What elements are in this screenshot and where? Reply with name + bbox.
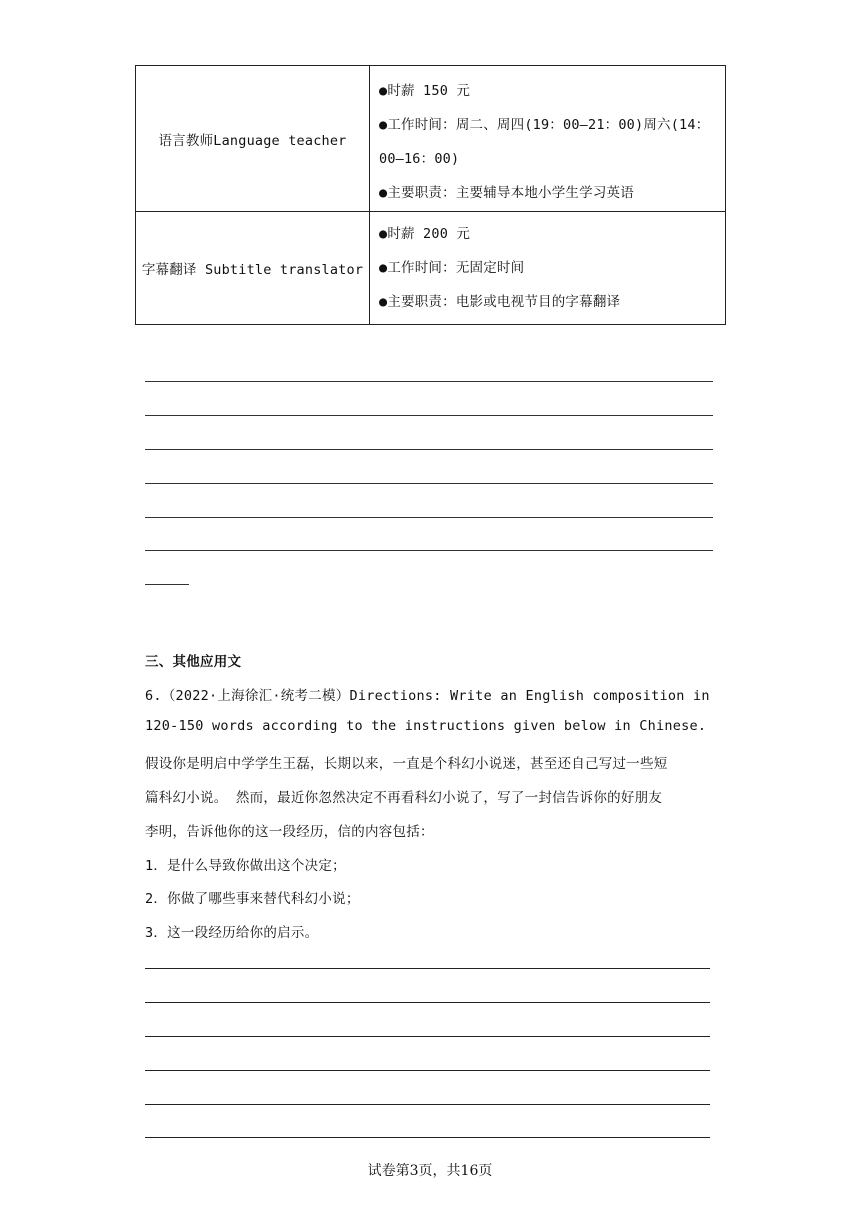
answer-line[interactable] — [145, 1137, 710, 1138]
question-text: 6.（2022·上海徐汇·统考二模）Directions: Write an English composition in — [145, 688, 710, 704]
requirement-point: 2．你做了哪些事来替代科幻小说； — [145, 891, 360, 907]
salary-text: ●时薪 150 元 — [379, 82, 471, 99]
question-text: 120-150 words according to the instructions given below in Chinese. — [145, 718, 707, 734]
job-table — [135, 65, 726, 325]
answer-line[interactable] — [145, 517, 713, 518]
prompt-text: 篇科幻小说。 然而，最近你忽然决定不再看科幻小说了，写了一封信告诉你的好朋友 — [145, 790, 663, 806]
table-row — [136, 66, 726, 212]
answer-line[interactable] — [145, 584, 189, 585]
prompt-text: 李明，告诉他你的这一段经历，信的内容包括： — [145, 824, 434, 840]
job-details — [370, 66, 726, 212]
requirement-point: 1．是什么导致你做出这个决定； — [145, 858, 346, 874]
answer-line[interactable] — [145, 1002, 710, 1003]
answer-line[interactable] — [145, 381, 713, 382]
duty-text: ●主要职责：主要辅导本地小学生学习英语 — [379, 184, 634, 201]
job-details — [370, 212, 726, 325]
answer-line[interactable] — [145, 449, 713, 450]
answer-line[interactable] — [145, 1070, 710, 1071]
answer-line[interactable] — [145, 1104, 710, 1105]
duty-text: ●主要职责：电影或电视节目的字幕翻译 — [379, 294, 621, 310]
requirement-point: 3．这一段经历给你的启示。 — [145, 925, 319, 941]
answer-line[interactable] — [145, 968, 710, 969]
hours-text-continued: 00—16：00) — [379, 150, 460, 167]
salary-text: ●时薪 200 元 — [379, 226, 471, 242]
section-title: 三、其他应用文 — [145, 654, 242, 670]
page-footer: 试卷第3页，共16页 — [367, 1163, 493, 1179]
answer-line[interactable] — [145, 550, 713, 551]
answer-line[interactable] — [145, 483, 713, 484]
answer-line[interactable] — [145, 1036, 710, 1037]
hours-text: ●工作时间：无固定时间 — [379, 260, 525, 276]
answer-line[interactable] — [145, 415, 713, 416]
table-row — [136, 212, 726, 325]
prompt-text: 假设你是明启中学学生王磊，长期以来，一直是个科幻小说迷，甚至还自己写过一些短 — [145, 756, 668, 772]
job-title-language-teacher: 语言教师Language teacher — [136, 66, 370, 212]
job-title-subtitle-translator: 字幕翻译 Subtitle translator — [136, 212, 370, 325]
hours-text: ●工作时间：周二、周四(19：00—21：00)周六(14： — [379, 116, 710, 133]
